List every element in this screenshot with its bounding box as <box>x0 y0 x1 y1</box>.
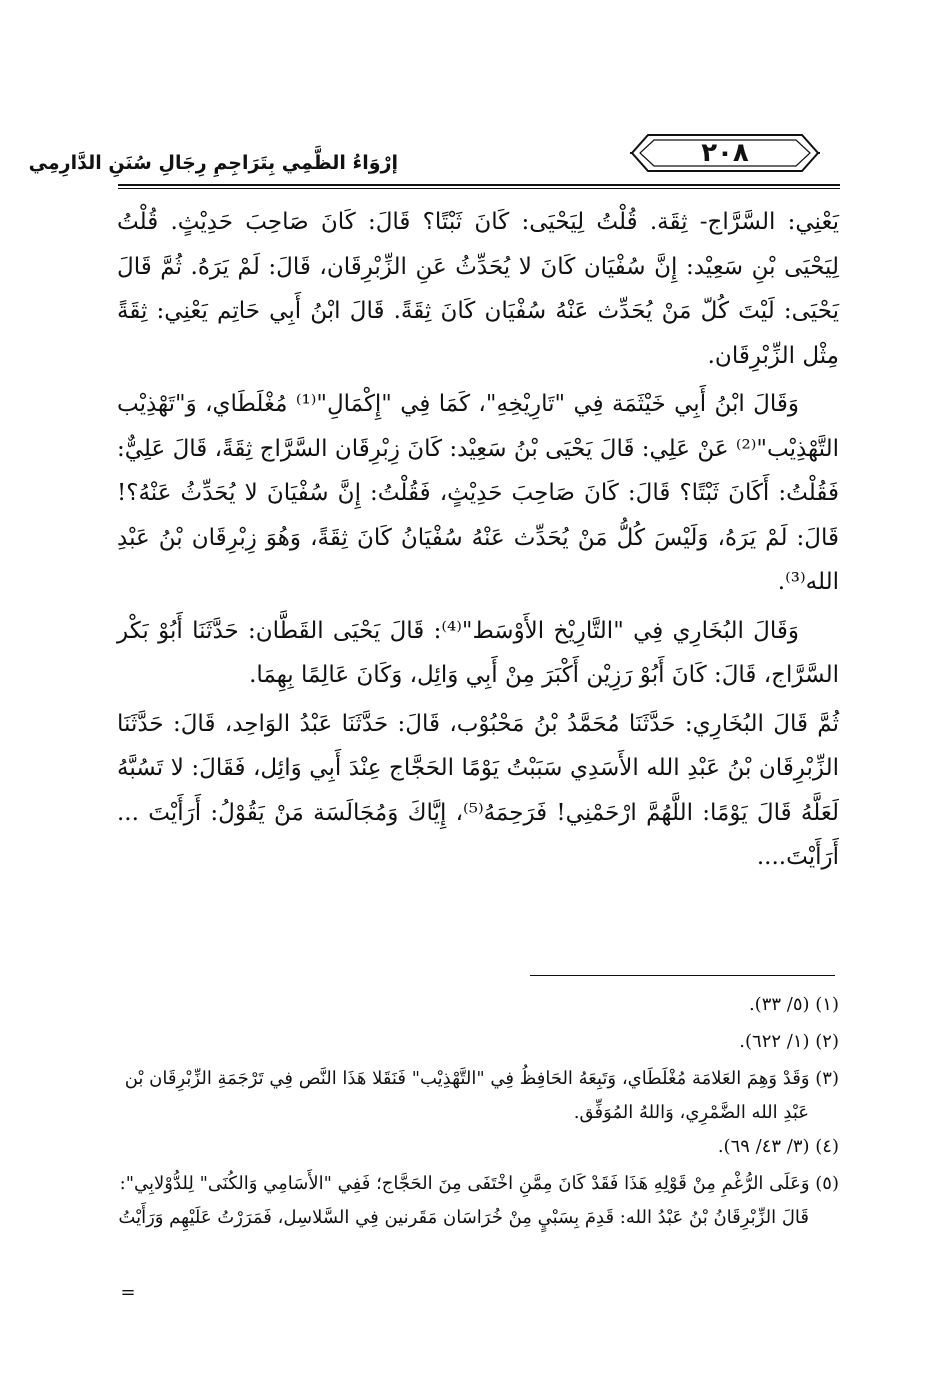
footnote-continuation: قَالَ الزِّبْرِقَانُ بْنُ عَبْدُ الله: قَدِمَ بِسَبْيٍ مِنْ خُرَاسَان مَقَرنين فِي السَّلاسِل، فَمَرَرْتُ عَلَيْهِم وَرَأَيْتُ <box>118 1207 809 1228</box>
paragraph: وَقَالَ ابْنُ أَبِي خَيْثَمَة فِي "تَارِيْخِهِ"، كَمَا فِي "إِكْمَالِ"⁽¹⁾ مُغْلَطَاي، وَ"تَهْذِيْب التَّهْذِيْب"⁽²⁾ عَنْ عَلِي: قَالَ يَحْيَى بْنُ سَعِيْد: كَانَ زِبْرِقَان السَّرَّاج ثِقَةً، قَالَ عَلِيٌّ: فَقُلْتُ: أَكَانَ ثَبْتًا؟ قَالَ: كَانَ صَاحِبَ حَدِيْثٍ، فَقُلْتُ: إِنَّ سُفْيَانَ لا يُحَدِّثُ عَنْهُ؟! قَالَ: لَمْ يَرَهُ، وَلَيْسَ كُلُّ مَنْ يُحَدِّث عَنْهُ سُفْيَانُ كَانَ ثِقَةً، وَهُوَ زِبْرِقَان بْنُ عَبْدِ الله⁽³⁾. <box>117 391 839 595</box>
footnote: (٥) وَعَلَى الرُّغْمِ مِنْ قَوْلِهِ هَذَا فَقَدْ كَانَ مِمَّنِ اخْتَفَى مِنَ الحَجَّاج؛ فَفِي "الأَسَامِي وَالكُنَى" لِلدُّوْلابِي": <box>119 1173 839 1194</box>
paragraph: يَعْنِي: السَّرَّاج- ثِقَة. قُلْتُ لِيَحْيَى: كَانَ ثَبْتًا؟ قَالَ: كَانَ صَاحِبَ حَدِيْثٍ. قُلْتُ لِيَحْيَى بْنِ سَعِيْد: إِنَّ سُفْيَان كَانَ لا يُحَدِّثُ عَنِ الزِّبْرِقَان، قَالَ: لَمْ يَرَهُ. ثُمَّ قَالَ يَحْيَى: لَيْتَ كُلّ مَنْ يُحَدِّث عَنْهُ سُفْيَان كَانَ ثِقَةً. قَالَ ابْنُ أَبِي حَاتِم يَعْنِي: ثِقَةً مِثْل الزِّبْرِقَان. <box>117 209 839 369</box>
footnote: (٣) وَقَدْ وَهِمَ العَلامَة مُغْلَطَاي، وَتَبِعَهُ الحَافِظُ فِي "التَّهْذِيْب" فَنَقَلا هَذَا النَّص فِي تَرْجَمَةِ الزِّبْرِقَان بْن <box>124 1068 839 1089</box>
main-text <box>117 200 839 880</box>
continuation-mark: = <box>120 1282 136 1303</box>
footnote: (٤) (٣/ ٤٣/ ٦٩). <box>717 1136 839 1157</box>
header-rule-thin <box>118 188 840 189</box>
header-rule <box>118 184 840 186</box>
footnotes <box>117 988 839 1235</box>
running-title: إرْوَاءُ الظَّمِي بِتَرَاجِمِ رِجَالِ سُنَنِ الدَّارِمِي <box>28 152 398 174</box>
page-number-frame <box>630 132 820 174</box>
paragraph: وَقَالَ البُخَارِي فِي "التَّارِيْخ الأَوْسَط"⁽⁴⁾: قَالَ يَحْيَى القَطَّان: حَدَّثَنَا أَبُوْ بَكْر السَّرَّاج، قَالَ: كَانَ أَبُوْ رَزِيْن أَكْبَرَ مِنْ أَبِي وَائِل، وَكَانَ عَالِمًا بِهِمَا. <box>117 617 839 688</box>
footnote-separator <box>530 975 835 976</box>
footnote: (١) (٥/ ٣٣). <box>748 994 839 1015</box>
footnote: (٢) (١/ ٦٢٢). <box>739 1031 839 1052</box>
page-number: ٢٠٨ <box>701 138 749 168</box>
paragraph: ثُمَّ قَالَ البُخَارِي: حَدَّثَنَا مُحَمَّدُ بْنُ مَحْبُوْب، قَالَ: حَدَّثَنَا عَبْدُ الوَاحِد، قَالَ: حَدَّثَنَا الزِّبْرِقَان بْنُ عَبْدِ الله الأَسَدِي سَبَبْتُ يَوْمًا الحَجَّاج عِنْدَ أَبِي وَائِل، فَقَالَ: لا تَسُبَّهُ لَعَلَّهُ قَالَ يَوْمًا: اللَّهُمَّ ارْحَمْنِي! فَرَحِمَهُ⁽⁵⁾، إِيَّاكَ وَمُجَالَسَة مَنْ يَقُوْلُ: أَرَأَيْتَ ... أَرَأَيْتَ.... <box>117 710 839 870</box>
page-header <box>28 118 840 190</box>
footnote-continuation: عَبْدِ الله الضَّمْرِي، وَاللهُ المُوَفِّق. <box>573 1102 809 1123</box>
